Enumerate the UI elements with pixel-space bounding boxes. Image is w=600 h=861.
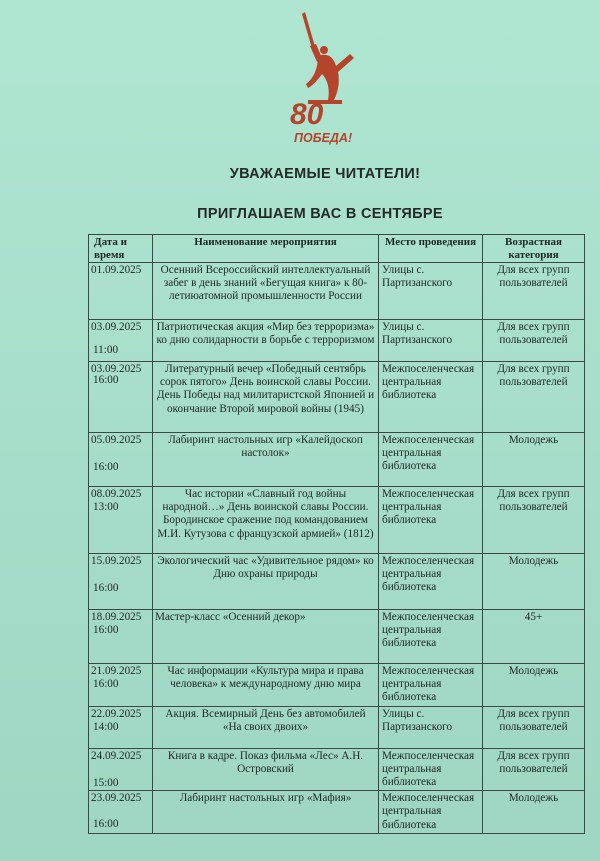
- event-time: 16:00: [93, 678, 119, 690]
- event-place: Улицы с. Партизанского: [379, 263, 483, 320]
- events-table-container: [88, 234, 584, 834]
- event-name: Лабиринт настольных игр «Мафия»: [153, 791, 379, 834]
- event-age: Для всех групп пользователей: [483, 706, 585, 748]
- event-time: 16:00: [93, 461, 119, 473]
- event-name: Мастер-класс «Осенний декор»: [153, 610, 379, 664]
- event-place: Межпоселенческая центральная библиотека: [379, 487, 483, 554]
- logo-number: 80: [290, 98, 324, 131]
- event-age: 45+: [483, 610, 585, 664]
- event-place: Межпоселенческая центральная библиотека: [379, 610, 483, 664]
- event-date: 24.09.2025: [91, 749, 142, 762]
- event-date: 21.09.2025: [91, 665, 142, 677]
- table-row: [89, 610, 585, 664]
- event-place: Межпоселенческая центральная библиотека: [379, 748, 483, 791]
- table-row: [89, 362, 585, 433]
- table-row: [89, 554, 585, 610]
- page-title: УВАЖАЕМЫЕ ЧИТАТЕЛИ!: [229, 166, 421, 182]
- event-age: Для всех групп пользователей: [483, 487, 585, 554]
- date-time-cell: [89, 362, 153, 433]
- event-age: Молодежь: [483, 791, 585, 834]
- event-place: Межпоселенческая центральная библиотека: [379, 362, 483, 433]
- event-name: Литературный вечер «Победный сентябрь сорок пятого» День воинской славы России. День Победы над милитаристской Японией и окончание Второй мировой войны (1945): [153, 362, 379, 433]
- event-name: Экологический час «Удивительное рядом» ко Дню охраны природы: [153, 554, 379, 610]
- event-age: Для всех групп пользователей: [483, 748, 585, 791]
- event-name: Книга в кадре. Показ фильма «Лес» А.Н. Островский: [153, 748, 379, 791]
- event-place: Межпоселенческая центральная библиотека: [379, 791, 483, 834]
- column-header-age: Возрастная категория: [483, 235, 585, 263]
- event-time: 15:00: [93, 776, 119, 789]
- events-table: [88, 234, 585, 834]
- table-row: [89, 748, 585, 791]
- event-time: 16:00: [93, 818, 119, 831]
- event-name: Лабиринт настольных игр «Калейдоскоп настолок»: [153, 433, 379, 487]
- event-time: 16:00: [93, 374, 119, 386]
- event-place: Межпоселенческая центральная библиотека: [379, 664, 483, 707]
- event-name: Акция. Всемирный День без автомобилей «На своих двоих»: [153, 706, 379, 748]
- date-time-cell: [89, 748, 153, 791]
- event-name: Час информации «Культура мира и права человека» к международному дню мира: [153, 664, 379, 707]
- event-date: 01.09.2025: [91, 264, 142, 276]
- event-name: Патриотическая акция «Мир без терроризма» ко дню солидарности в борьбе с терроризмом: [153, 320, 379, 362]
- date-time-cell: [89, 433, 153, 487]
- table-row: [89, 320, 585, 362]
- event-date: 03.09.2025: [91, 363, 142, 375]
- table-row: [89, 706, 585, 748]
- date-time-cell: [89, 554, 153, 610]
- event-name: Час истории «Славный год войны народной…» День воинской славы России. Бородинское сражение под командованием М.И. Кутузова с французской армией» (1812): [153, 487, 379, 554]
- event-date: 22.09.2025: [91, 707, 142, 720]
- event-time: 16:00: [93, 624, 119, 636]
- date-time-cell: [89, 263, 153, 320]
- event-place: Улицы с. Партизанского: [379, 706, 483, 748]
- date-time-cell: [89, 706, 153, 748]
- motherland-monument-icon: [272, 6, 364, 146]
- date-time-cell: [89, 791, 153, 834]
- column-header-date: Дата и время: [89, 235, 153, 263]
- victory-80-logo: [272, 6, 364, 146]
- event-time: 14:00: [93, 720, 119, 733]
- event-date: 08.09.2025: [91, 488, 142, 500]
- event-age: Для всех групп пользователей: [483, 362, 585, 433]
- event-place: Межпоселенческая центральная библиотека: [379, 554, 483, 610]
- date-time-cell: [89, 664, 153, 707]
- event-place: Улицы с. Партизанского: [379, 320, 483, 362]
- date-time-cell: [89, 320, 153, 362]
- date-time-cell: [89, 487, 153, 554]
- column-header-place: Место проведения: [379, 235, 483, 263]
- table-row: [89, 433, 585, 487]
- event-date: 23.09.2025: [91, 792, 142, 805]
- table-row: [89, 263, 585, 320]
- event-date: 15.09.2025: [91, 555, 142, 567]
- date-time-cell: [89, 610, 153, 664]
- event-age: Молодежь: [483, 554, 585, 610]
- event-time: 13:00: [93, 501, 119, 513]
- event-age: Для всех групп пользователей: [483, 320, 585, 362]
- table-header-row: [89, 235, 585, 263]
- logo-caption: ПОБЕДА!: [294, 131, 353, 145]
- event-age: Молодежь: [483, 664, 585, 707]
- event-date: 18.09.2025: [91, 611, 142, 623]
- table-row: [89, 791, 585, 834]
- event-age: Молодежь: [483, 433, 585, 487]
- table-row: [89, 664, 585, 707]
- event-age: Для всех групп пользователей: [483, 263, 585, 320]
- event-time: 16:00: [93, 582, 119, 594]
- table-row: [89, 487, 585, 554]
- event-date: 05.09.2025: [91, 434, 142, 446]
- event-time: 11:00: [93, 344, 119, 356]
- column-header-name: Наименование мероприятия: [153, 235, 379, 263]
- event-name: Осенний Всероссийский интеллектуальный забег в день знаний «Бегущая книга» к 80-летиюатомной промышленности России: [153, 263, 379, 320]
- event-place: Межпоселенческая центральная библиотека: [379, 433, 483, 487]
- event-date: 03.09.2025: [91, 321, 142, 333]
- page-subtitle: ПРИГЛАШАЕМ ВАС В СЕНТЯБРЕ: [197, 206, 443, 222]
